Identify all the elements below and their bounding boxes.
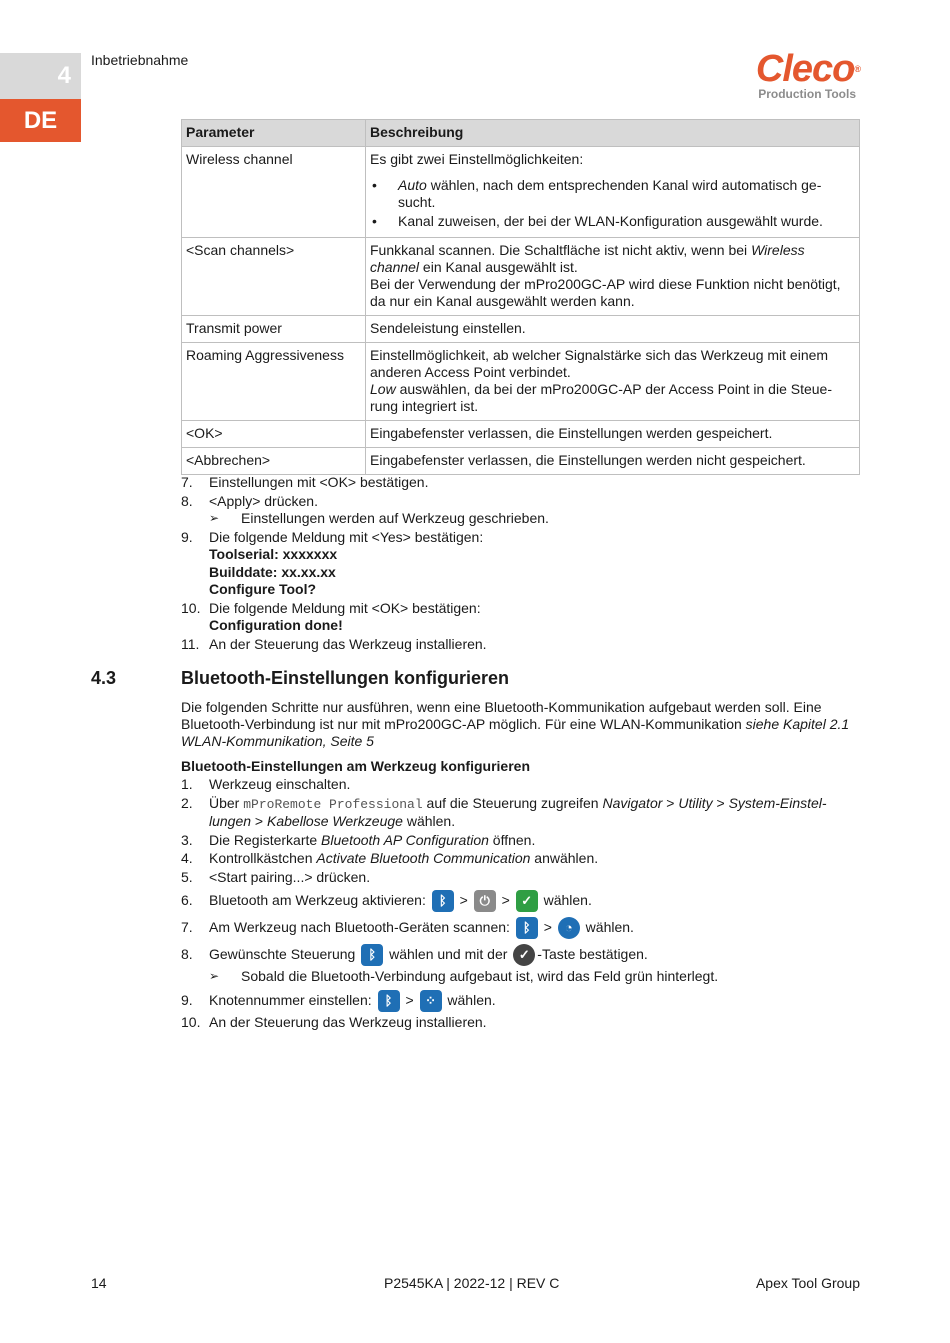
list-item: 4. Kontrollkästchen Activate Bluetooth Communication anwählen. <box>181 850 599 866</box>
logo-word: Cleco® <box>755 48 860 90</box>
section-label: Inbetriebnahme <box>91 52 189 68</box>
desc-cell: Funkkanal scannen. Die Schaltfläche ist nicht aktiv, wenn bei Wireless channel ein Kanal ausgewählt ist. Bei der Verwendung der mPro200GC-AP wird diese Funktion nicht benötigt, da nur ein Kanal ausgewählt werden kann. <box>366 238 860 316</box>
list-item: 3. Die Registerkarte Bluetooth AP Configuration öffnen. <box>181 831 536 848</box>
param-cell: Transmit power <box>182 316 366 343</box>
message-text: Builddate: xx.xx.xx <box>209 563 336 580</box>
list-item: 7. Am Werkzeug nach Bluetooth-Geräten scannen: ᛒ > ◔ wählen. <box>181 914 861 940</box>
list-item: 8. <Apply> drücken. ➢ Einstellungen werden auf Werkzeug geschrieben. <box>181 493 861 528</box>
list-item: 5. <Start pairing...> drücken. <box>181 868 371 885</box>
param-cell: <Abbrechen> <box>182 448 366 475</box>
desc-cell: Es gibt zwei Einstellmöglichkeiten: • Auto wählen, nach dem entsprechenden Kanal wird automatisch ge-sucht. • Kanal zuweisen, der bei der WLAN-Konfiguration ausgewählt wurde. <box>366 147 860 238</box>
list-item: • Kanal zuweisen, der bei der WLAN-Konfiguration ausgewählt wurde. <box>370 213 855 230</box>
step-result: ➢ Sobald die Bluetooth-Verbindung aufgebaut ist, wird das Feld grün hinterlegt. <box>209 968 719 984</box>
cleco-logo <box>716 48 860 101</box>
list-item: 9. Die folgende Meldung mit <Yes> bestätigen: Toolserial: xxxxxxx Builddate: xx.xx.xx Configure Tool? <box>181 528 484 597</box>
message-text: Configuration done! <box>209 617 343 633</box>
column-header-parameter: Parameter <box>182 120 366 147</box>
message-text: Toolserial: xxxxxxx <box>209 546 338 562</box>
table-row <box>182 343 860 421</box>
list-item: 1. Werkzeug einschalten. <box>181 776 351 792</box>
message-text: Configure Tool? <box>209 581 317 597</box>
ok-key-icon: ✓ <box>513 944 535 966</box>
list-item: 10. An der Steuerung das Werkzeug installieren. <box>181 1013 487 1030</box>
section-intro: Die folgenden Schritte nur ausführen, wenn eine Bluetooth-Kommunikation aufgebaut werden soll. Eine Bluetooth-Verbindung ist nur mit mPro200GC-AP möglich. Für eine WLAN-Kommunikation siehe Kapitel 2.1 WLAN-Kommunikation, Seite 5 <box>181 699 850 749</box>
table-row <box>182 316 860 343</box>
list-item: 11. An der Steuerung das Werkzeug installieren. <box>181 635 487 652</box>
param-cell: Wireless channel <box>182 147 366 238</box>
param-cell: Roaming Aggressiveness <box>182 343 366 421</box>
list-item: 7. Einstellungen mit <OK> bestätigen. <box>181 474 429 490</box>
result-arrow-icon: ➢ <box>209 511 220 525</box>
list-item: 6. Bluetooth am Werkzeug aktivieren: ᛒ > ⏻ > ✓ wählen. <box>181 887 861 913</box>
list-item: 9. Knotennummer einstellen: ᛒ > ⁘ wählen. <box>181 987 861 1013</box>
check-icon: ✓ <box>516 890 538 912</box>
bluetooth-icon: ᛒ <box>516 917 538 939</box>
logo-subtitle: Production Tools <box>758 87 856 101</box>
step-result: ➢ Einstellungen werden auf Werkzeug geschrieben. <box>209 510 549 526</box>
column-header-description: Beschreibung <box>366 120 860 147</box>
node-icon: ⁘ <box>420 990 442 1012</box>
bluetooth-steps-list <box>181 776 861 1032</box>
table-row <box>182 147 860 238</box>
document-id: P2545KA | 2022-12 | REV C <box>384 1275 560 1291</box>
param-cell: <Scan channels> <box>182 238 366 316</box>
list-item: • Auto wählen, nach dem entsprechenden Kanal wird automatisch ge-sucht. <box>370 177 855 211</box>
company-name: Apex Tool Group <box>755 1275 860 1291</box>
desc-cell: Eingabefenster verlassen, die Einstellungen werden gespeichert. <box>366 421 860 448</box>
list-item: 2. Über mProRemote Professional auf die Steuerung zugreifen Navigator > Utility > System-Einstel-lungen > Kabellose Werkzeuge wählen. <box>181 794 827 829</box>
power-icon: ⏻ <box>474 890 496 912</box>
table-header-row <box>182 120 860 147</box>
list-item <box>181 968 861 986</box>
desc-cell: Eingabefenster verlassen, die Einstellungen werden nicht gespeichert. <box>366 448 860 475</box>
option-list <box>370 177 855 230</box>
bluetooth-device-icon: ᛒ <box>361 944 383 966</box>
section-number: 4.3 <box>91 668 117 688</box>
bluetooth-icon: ᛒ <box>432 890 454 912</box>
cross-reference: siehe Kapitel 2.1 WLAN-Kommunikation, Seite 5 <box>181 716 850 749</box>
table-row <box>182 421 860 448</box>
language-tab <box>0 99 81 142</box>
desc-cell: Einstellmöglichkeit, ab welcher Signalstärke sich das Werkzeug mit einem anderen Access Point verbindet. Low auswählen, da bei der mPro200GC-AP der Access Point in die Steue-rung integriert ist. <box>366 343 860 421</box>
list-item: 8. Gewünschte Steuerung ᛒ wählen und mit der ✓ -Taste bestätigen. <box>181 941 861 967</box>
section-title: Bluetooth-Einstellungen konfigurieren <box>181 668 509 688</box>
result-arrow-icon: ➢ <box>209 969 220 983</box>
page-number: 14 <box>91 1275 107 1291</box>
parameter-table <box>181 119 860 475</box>
list-item: 10. Die folgende Meldung mit <OK> bestätigen: Configuration done! <box>181 599 481 633</box>
chapter-tab <box>0 53 81 99</box>
scan-icon: ◔ <box>558 917 580 939</box>
table-row <box>182 238 860 316</box>
chapter-number: 4 <box>57 62 71 89</box>
bluetooth-icon: ᛒ <box>378 990 400 1012</box>
desc-cell: Sendeleistung einstellen. <box>366 316 860 343</box>
language-code: DE <box>23 106 58 134</box>
param-cell: <OK> <box>182 421 366 448</box>
wlan-steps-list <box>181 474 861 654</box>
table-row <box>182 448 860 475</box>
subheading: Bluetooth-Einstellungen am Werkzeug konfigurieren <box>181 758 530 774</box>
